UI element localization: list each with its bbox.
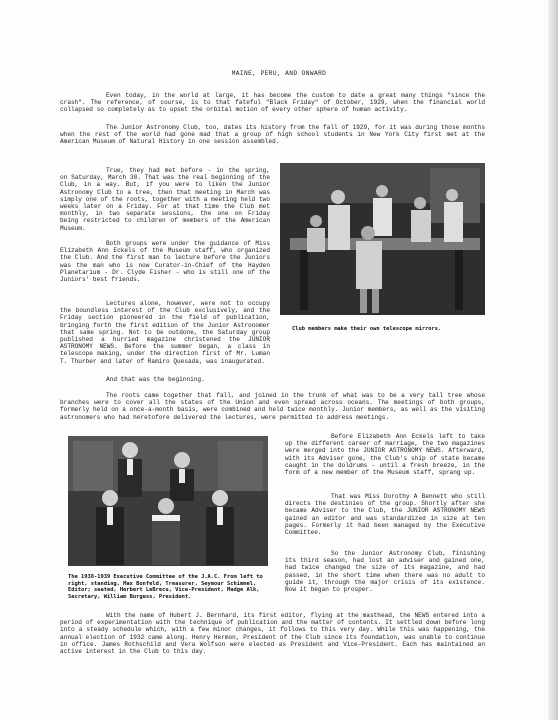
paragraph-intro: Even today, in the world at large, it has become the custom to date a great many things "since the crash". The reference, of course, is to that fateful "Black Friday" of October, 1929, when the financial world collapsed so completely as to upset the orbital motion of every other sphere of human activity.: [60, 92, 485, 114]
photo-telescope-mirrors: [280, 163, 485, 315]
paragraph-third-season: So the Junior Astronomy Club, finishing its third season, had lost an adviser and gained one, had twice changed the size of its magazine, and had passed, in the short time when there was no adult to guide it, through the major crisis of its existence. Now it began to prosper.: [285, 550, 485, 594]
paragraph-publication: Lectures alone, however, were not to occupy the boundless interest of the Club exclusively, and the Friday section pioneered in the field of publication, bringing forth the first edition of the Junior Astronomer that same spring. Not to be outdone, the Saturday group published a hurried magazine christened the JUNIOR ASTRONOMY NEWS. Before the summer began, a class in telescope making, under the direction first of Mr. Luman T. Thurber and later of Ramiro Quesada, was inaugurated.: [60, 300, 270, 365]
paragraph-first-meeting: True, they had met before - in the spring, on Saturday, March 30. That was the real beginning of the Club, in a way. But, if you were to liken the Junior Astronomy Club to a tree, then that meeting in March was simply one of the roots, together with a meeting held two weeks later on a Friday. For at that time the Club met monthly, in two separate sessions, the one on Friday being restricted to children of members of the American Museum.: [60, 167, 270, 232]
caption-telescope-photo: Club members make their own telescope mirrors.: [292, 326, 442, 332]
page-edge-shadow: [548, 0, 558, 720]
paragraph-bernhard: With the name of Hubert J. Bernhard, its first editor, flying at the masthead, the NEWS entered into a period of experimentation with the technique of publication and the matter of contents. It settled down before long into a steady schedule which, with a few minor changes, it follows to this very day. While this was happening, the annual election of 1932 came along. Henry Hermon, President of the Club since its foundation, was unable to continue in office. James Rothschild and Vera Wolfson were elected as President and Vice-President. Each has maintained an active interest in the Club to this day.: [60, 612, 485, 656]
article-title: MAINE, PERU, AND ONWARD: [231, 70, 327, 77]
paragraph-roots: The roots came together that fall, and joined in the trunk of what was to be a very tall tree whose branches were to cover all the states of the Union and even spread across oceans. The meetings of both groups, formerly held on a once-a-month basis, were combined and held twice monthly. Junior members, as well as the visiting astronomers who had heretofore delivered the lectures, were permitted to address meetings.: [60, 392, 485, 421]
paragraph-merged-magazines: Before Elizabeth Ann Eckels left to take up the different career of marriage, the two magazines were merged into the JUNIOR ASTRONOMY NEWS. Afterward, with its Adviser gone, the Club's ship of state became caught in the doldrums - until a fresh breeze, in the form of a new member of the Museum staff, sprang up.: [285, 433, 485, 477]
paragraph-bennett: That was Miss Dorothy A Bennett who still directs the destinies of the group. Shortly after she became Adviser to the Club, the JUNIOR ASTRONOMY NEWS gained an editor and was standardized in size at ten pages. Formerly it had been managed by the Executive Committee.: [285, 493, 485, 537]
paragraph-eckels: Both groups were under the guidance of Miss Elizabeth Ann Eckels of the Museum staff, who organized the Club. And the first man to lecture before the Juniors was the man who is now Curator-in-Chief of the Hayden Planetarium - Dr. Clyde Fisher - who is still one of the Juniors' best friends.: [60, 240, 270, 284]
photo-executive-committee: [68, 436, 268, 566]
paragraph-beginning: And that was the beginning.: [106, 376, 205, 383]
paragraph-club-history: The Junior Astronomy Club, too, dates its history from the fall of 1929, for it was during those months when the rest of the world had gone mad that a group of high school students in New York City first met at the American Museum of Natural History in one session assembled.: [60, 124, 485, 146]
caption-committee-photo: The 1938-1939 Executive Committee of the J.A.C. From left to right, standing, Max Bonfeld, Treasurer, Seymour Schimmel, Editor; seated, Herbert LeBrecu, Vice-President, Madge Alk, Secretary, William Burgess, President.: [68, 574, 263, 600]
